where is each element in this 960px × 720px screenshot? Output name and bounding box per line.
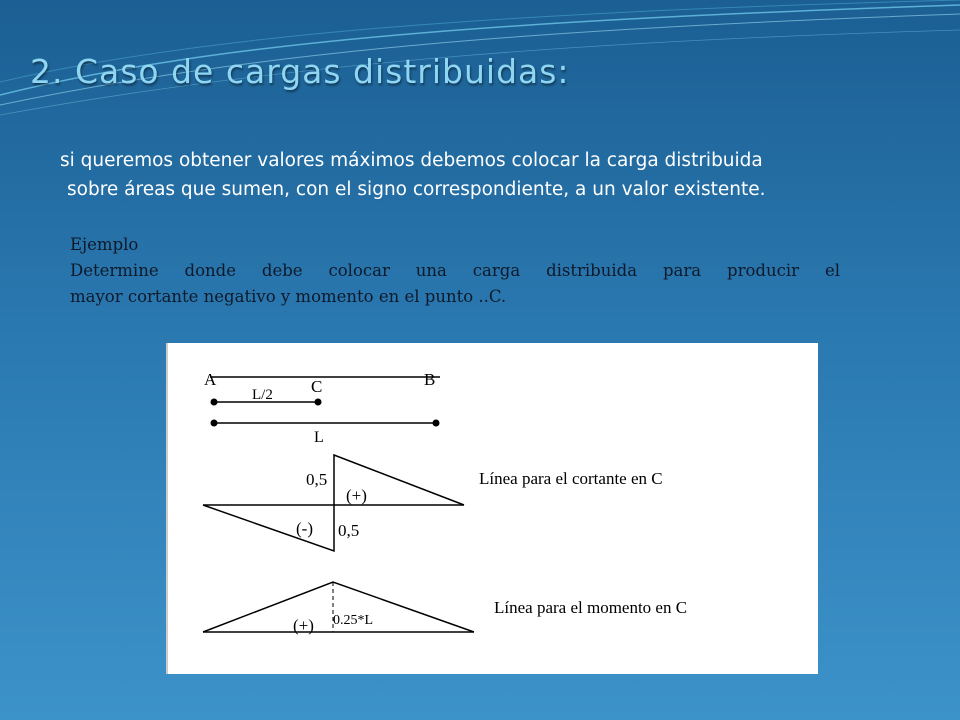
point-c-label: C	[311, 377, 323, 396]
span-start-dot	[211, 420, 218, 427]
shear-top-value: 0,5	[306, 470, 328, 489]
shear-negative-sign: (-)	[296, 519, 313, 538]
intro-line-2: sobre áreas que sumen, con el signo correspondiente, a un valor existente.	[67, 179, 766, 200]
shear-caption: Línea para el cortante en C	[479, 469, 663, 488]
moment-caption: Línea para el momento en C	[494, 598, 688, 617]
half-span-label: L/2	[252, 387, 273, 403]
intro-line-1: si queremos obtener valores máximos debemos colocar la carga distribuida	[60, 150, 763, 171]
shear-bottom-value: 0,5	[338, 521, 360, 540]
span-label: L	[314, 429, 324, 446]
half-span-end-dot	[315, 399, 322, 406]
slide-title: 2. Caso de cargas distribuidas:	[30, 52, 570, 91]
support-b-label: B	[424, 370, 436, 389]
example-line-1: Determine donde debe colocar una carga distribuida para producir el	[70, 261, 840, 280]
shear-positive-sign: (+)	[346, 486, 367, 505]
example-heading: Ejemplo	[70, 235, 139, 254]
influence-line-diagram	[166, 343, 818, 674]
half-span-start-dot	[211, 399, 218, 406]
example-line-2: mayor cortante negativo y momento en el punto ..C.	[70, 287, 507, 306]
span-end-dot	[433, 420, 440, 427]
intro-paragraph	[60, 146, 900, 204]
influence-line-figure	[166, 343, 818, 674]
moment-peak-value: 0.25*L	[333, 613, 374, 628]
moment-positive-sign: (+)	[293, 616, 314, 635]
example-block	[70, 232, 840, 310]
support-a-label: A	[204, 370, 217, 389]
shear-influence-line	[203, 455, 464, 551]
